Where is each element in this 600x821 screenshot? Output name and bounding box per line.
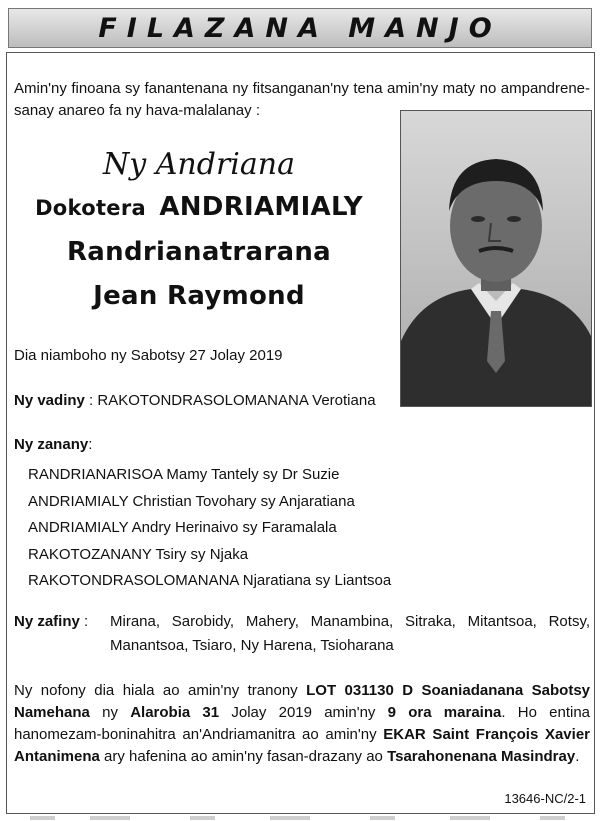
spouse-row: Ny vadiny : RAKOTONDRASOLOMANANA Verotiana xyxy=(14,392,376,409)
intro-text: Amin'ny finoana sy fanantenana ny fitsanganan'ny tena amin'ny maty no ampandrene-sanay anareo fa ny hava-malalanay : xyxy=(14,80,590,119)
funeral-time: 9 ora maraina xyxy=(387,704,502,721)
list-item: RANDRIANARISOA Mamy Tantely sy Dr Suzie xyxy=(28,466,340,483)
name-line-1 xyxy=(14,185,384,230)
surname: ANDRIAMIALY xyxy=(159,192,363,222)
name-line-3: Jean Raymond xyxy=(93,281,305,311)
death-date: Dia niamboho ny Sabotsy 27 Jolay 2019 xyxy=(14,347,283,364)
deceased-name-block xyxy=(14,145,384,318)
portrait-photo xyxy=(400,110,592,407)
children-label-row: Ny zanany: xyxy=(14,436,93,453)
grandchildren-value: Mirana, Sarobidy, Mahery, Manambina, Sitraka, Mitantsoa, Rotsy, Manantsoa, Tsiaro, Ny Harena, Tsioharana xyxy=(110,613,590,654)
grandchildren-row xyxy=(14,610,590,658)
funeral-details xyxy=(14,680,590,768)
funeral-text: . xyxy=(575,748,580,765)
name-prefix: Dokotera xyxy=(35,196,146,220)
spouse-value: RAKOTONDRASOLOMANANA Verotiana xyxy=(97,392,376,409)
grandchildren-label-wrap: Ny zafiny : xyxy=(14,613,89,630)
bottom-decoration xyxy=(0,815,600,821)
funeral-text: Ny nofony dia hiala ao amin'ny tranony xyxy=(14,682,307,699)
reference-code: 13646-NC/2-1 xyxy=(504,791,586,806)
header-title: FILAZANA MANJO xyxy=(98,12,502,44)
funeral-text: ary hafenina ao amin'ny fasan-drazany ao xyxy=(99,748,388,765)
funeral-text: Jolay 2019 amin'ny xyxy=(219,704,388,721)
honorific: Ny Andriana xyxy=(103,147,295,182)
funeral-church: EKAR Saint François Xavier Antanimena xyxy=(14,726,590,765)
funeral-day: Alarobia 31 xyxy=(130,704,220,721)
name-line-2: Randrianatrarana xyxy=(66,237,332,267)
header-banner xyxy=(8,8,592,48)
funeral-address: LOT 031130 D Soaniadanana Sabotsy Namehana xyxy=(14,682,590,721)
funeral-text: ny xyxy=(89,704,131,721)
spouse-label: Ny vadiny xyxy=(14,392,85,409)
list-item: RAKOTONDRASOLOMANANA Njaratiana sy Liantsoa xyxy=(28,572,392,589)
children-label: Ny zanany xyxy=(14,436,89,453)
list-item: ANDRIAMIALY Andry Herinaivo sy Faramalala xyxy=(28,519,337,536)
funeral-burial-place: Tsarahonenana Masindray xyxy=(387,748,576,765)
funeral-text: . Ho entina hanomezam-boninahitra an'Andriamanitra ao amin'ny xyxy=(14,704,591,743)
list-item: RAKOTOZANANY Tsiry sy Njaka xyxy=(28,545,249,563)
children-list xyxy=(28,462,391,595)
list-item: ANDRIAMIALY Christian Tovohary sy Anjaratiana xyxy=(28,492,355,510)
grandchildren-label: Ny zafiny xyxy=(14,613,80,630)
